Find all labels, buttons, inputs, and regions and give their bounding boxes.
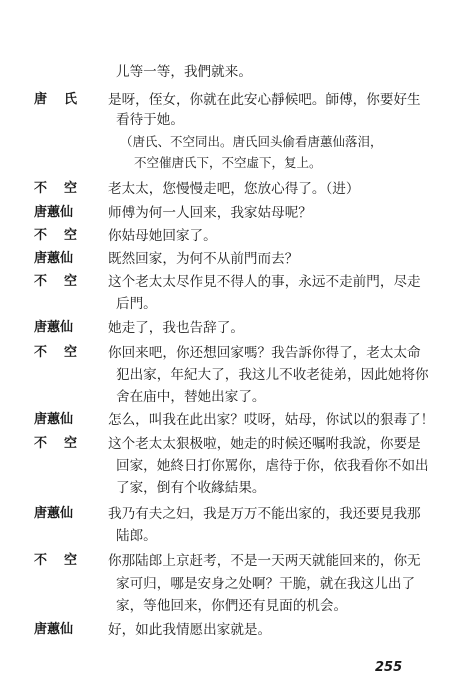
dialogue-text: 这个老太太尽作見不得人的事，永远不走前門，尽走 xyxy=(108,274,421,290)
speaker-name: 唐蕙仙 xyxy=(34,622,74,637)
dialogue-continuation: 了家，倒有个收緣結果。 xyxy=(116,480,266,496)
dialogue-text: 老太太，您慢慢走吧，您放心得了。（进） xyxy=(108,181,360,197)
dialogue-continuation: 回家，她終日打你罵你，虐待于你，依我看你不如出 xyxy=(116,458,429,474)
dialogue-text: 既然回家，为何不从前門而去？ xyxy=(108,251,299,267)
stage-direction: 不空催唐氏下，不空虛下，复上。 xyxy=(134,155,322,170)
speaker-name: 不空 xyxy=(34,274,95,289)
dialogue-continuation: 儿等一等，我們就来。 xyxy=(116,64,252,80)
dialogue-continuation: 家，等他回来，你們还有見面的机会。 xyxy=(116,598,348,614)
dialogue-text: 她走了，我也告辞了。 xyxy=(108,320,244,336)
speaker-name: 唐蕙仙 xyxy=(34,412,74,427)
dialogue-continuation: 陆郎。 xyxy=(116,528,157,544)
dialogue-text: 我乃有夫之妇，我是万万不能出家的，我还要見我那 xyxy=(108,506,421,522)
dialogue-text: 这个老太太狠极啦，她走的时候还嘱咐我說，你要是 xyxy=(108,436,421,452)
dialogue-text: 你那陆郎上京赶考，不是一天两天就能回来的，你无 xyxy=(108,553,421,569)
script-line xyxy=(0,251,465,269)
script-line xyxy=(0,576,465,594)
dialogue-continuation: 家可归，哪是安身之处啊？干脆，就在我这儿出了 xyxy=(116,576,416,592)
script-line xyxy=(0,553,465,571)
script-line xyxy=(0,64,465,82)
speaker-name: 唐蕙仙 xyxy=(34,251,74,266)
script-line xyxy=(0,134,465,152)
dialogue-text: 怎么，叫我在此出家？哎呀，姑母，你试以的狠毒了！ xyxy=(108,412,435,428)
speaker-name: 不空 xyxy=(34,345,95,360)
script-line xyxy=(0,506,465,524)
script-line xyxy=(0,622,465,640)
script-line xyxy=(0,389,465,407)
page-number: 255 xyxy=(375,660,403,675)
script-line xyxy=(0,345,465,363)
script-line xyxy=(0,112,465,130)
script-line xyxy=(0,181,465,199)
speaker-name: 不空 xyxy=(34,181,95,196)
stage-direction: （唐氏、不空同出。唐氏回头偷看唐蕙仙落泪， xyxy=(120,134,383,149)
dialogue-text: 你姑母她回家了。 xyxy=(108,228,217,244)
script-line xyxy=(0,458,465,476)
script-line xyxy=(0,320,465,338)
script-line xyxy=(0,480,465,498)
script-line xyxy=(0,228,465,246)
script-line xyxy=(0,528,465,546)
speaker-name: 不空 xyxy=(34,228,95,243)
dialogue-text: 是呀，侄女，你就在此安心靜候吧。師傅，你要好生 xyxy=(108,92,421,108)
dialogue-text: 好，如此我情愿出家就是。 xyxy=(108,622,272,638)
dialogue-continuation: 舍在庙中，替她出家了。 xyxy=(116,389,266,405)
speaker-name: 不空 xyxy=(34,553,95,568)
speaker-name: 唐蕙仙 xyxy=(34,320,74,335)
script-line xyxy=(0,436,465,454)
dialogue-text: 你回来吧，你还想回家嗎？我告訴你得了，老太太命 xyxy=(108,345,421,361)
speaker-name: 不空 xyxy=(34,436,95,451)
speaker-name: 唐蕙仙 xyxy=(34,506,74,521)
script-line xyxy=(0,367,465,385)
dialogue-text: 师傅为何一人回来，我家姑母呢？ xyxy=(108,205,312,221)
speaker-name: 唐氏 xyxy=(34,92,95,107)
script-line xyxy=(0,92,465,110)
speaker-name: 唐蕙仙 xyxy=(34,205,74,220)
dialogue-continuation: 看待于她。 xyxy=(116,112,184,128)
script-line xyxy=(0,155,465,173)
script-line xyxy=(0,274,465,292)
dialogue-continuation: 犯出家，年紀大了，我这儿不收老徒弟，因此她将你 xyxy=(116,367,429,383)
script-line xyxy=(0,296,465,314)
dialogue-continuation: 后門。 xyxy=(116,296,157,312)
script-line xyxy=(0,412,465,430)
script-line xyxy=(0,598,465,616)
script-line xyxy=(0,205,465,223)
